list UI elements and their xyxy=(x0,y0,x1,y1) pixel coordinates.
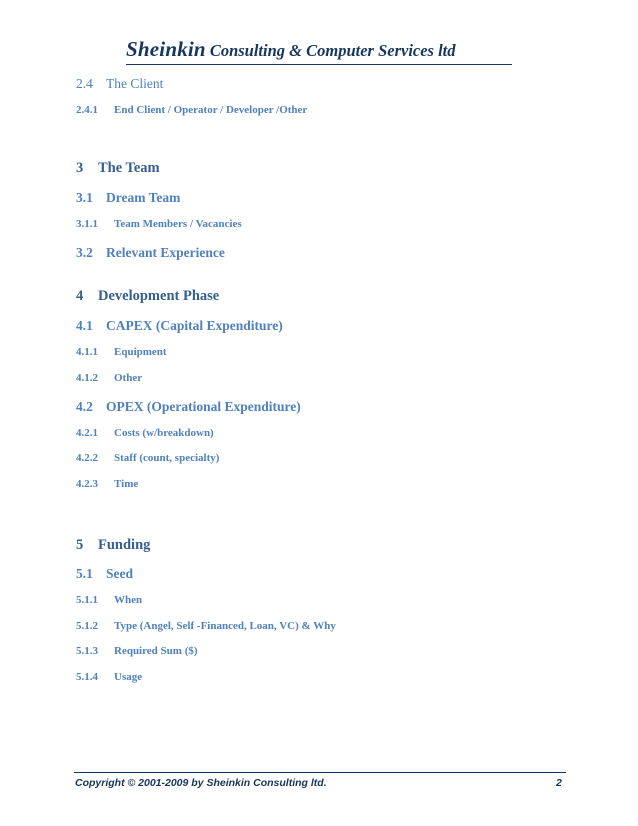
heading-title: Required Sum ($) xyxy=(114,645,198,657)
heading-number: 3.1 xyxy=(76,190,93,205)
heading-title: When xyxy=(114,594,143,606)
footer-divider xyxy=(74,772,566,773)
heading-number: 5.1.1 xyxy=(76,594,98,606)
heading-number: 3 xyxy=(76,160,84,176)
heading-number: 4.1.1 xyxy=(76,346,98,358)
heading-title: Time xyxy=(114,478,139,490)
heading-4 xyxy=(76,288,219,305)
heading-number: 5.1.3 xyxy=(76,645,98,657)
heading-title: Costs (w/breakdown) xyxy=(114,427,214,439)
heading-number: 5.1.2 xyxy=(76,620,98,632)
heading-3 xyxy=(76,160,160,177)
heading-2-4 xyxy=(76,76,163,92)
heading-title: Funding xyxy=(98,537,151,553)
heading-title: Development Phase xyxy=(98,288,220,304)
heading-number: 4.2.3 xyxy=(76,478,98,490)
heading-title: OPEX (Operational Expenditure) xyxy=(106,399,301,414)
heading-2-4-1 xyxy=(76,104,307,116)
heading-title: Type (Angel, Self -Financed, Loan, VC) & Why xyxy=(114,620,336,632)
heading-number: 2.4 xyxy=(76,76,93,91)
heading-3-1-1 xyxy=(76,218,242,230)
header-brand: Sheinkin xyxy=(126,37,206,61)
page-number: 2 xyxy=(556,777,562,789)
heading-title: Relevant Experience xyxy=(106,245,225,260)
heading-title: Other xyxy=(114,372,143,384)
heading-5-1-2 xyxy=(76,620,336,632)
heading-number: 4.2 xyxy=(76,399,93,414)
heading-5-1-3 xyxy=(76,645,198,657)
heading-number: 4.2.2 xyxy=(76,452,98,464)
heading-number: 5.1 xyxy=(76,566,93,581)
heading-number: 4.1 xyxy=(76,318,93,333)
heading-number: 5.1.4 xyxy=(76,671,98,683)
heading-title: The Team xyxy=(98,160,160,176)
heading-4-1-1 xyxy=(76,346,167,358)
header-company-name: Consulting & Computer Services ltd xyxy=(209,41,456,60)
heading-4-2-3 xyxy=(76,478,138,490)
page-header xyxy=(126,37,512,65)
heading-5-1-1 xyxy=(76,594,142,606)
heading-title: Equipment xyxy=(114,346,167,358)
heading-number: 3.1.1 xyxy=(76,218,98,230)
heading-title: The Client xyxy=(106,76,164,91)
heading-title: Usage xyxy=(114,671,143,683)
heading-4-1-2 xyxy=(76,372,142,384)
heading-number: 5 xyxy=(76,537,84,553)
heading-title: Team Members / Vacancies xyxy=(114,218,242,230)
heading-number: 4.2.1 xyxy=(76,427,98,439)
heading-5-1 xyxy=(76,566,133,582)
heading-5-1-4 xyxy=(76,671,142,683)
heading-4-1 xyxy=(76,318,283,334)
heading-4-2-1 xyxy=(76,427,214,439)
heading-number: 4.1.2 xyxy=(76,372,98,384)
heading-title: Seed xyxy=(106,566,133,581)
footer-copyright: Copyright © 2001-2009 by Sheinkin Consulting ltd. xyxy=(75,777,327,789)
heading-3-1 xyxy=(76,190,180,206)
heading-title: End Client / Operator / Developer /Other xyxy=(114,104,308,116)
heading-number: 4 xyxy=(76,288,84,304)
heading-title: Staff (count, specialty) xyxy=(114,452,220,464)
heading-5 xyxy=(76,537,150,554)
heading-title: Dream Team xyxy=(106,190,181,205)
heading-4-2 xyxy=(76,399,301,415)
heading-4-2-2 xyxy=(76,452,219,464)
heading-number: 2.4.1 xyxy=(76,104,98,116)
heading-title: CAPEX (Capital Expenditure) xyxy=(106,318,283,333)
heading-number: 3.2 xyxy=(76,245,93,260)
heading-3-2 xyxy=(76,245,225,261)
